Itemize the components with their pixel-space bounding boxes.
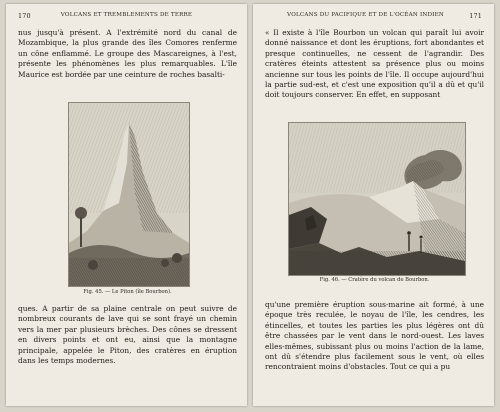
left-page: [6, 4, 247, 406]
right-page: [253, 4, 494, 406]
left-paragraph-bottom: ques. A partir de sa plaine centrale on peut suivre de nombreux courants de lave qui se sont frayé un chemin vers la mer par plusieurs brèches. Des cônes se dressent en divers points et ont eu, ainsi que la montagne principale, appelée le Piton, des cratères en éruption dans les temps modernes.: [18, 304, 237, 366]
figure-le-piton: [68, 102, 190, 287]
piton-engraving: [69, 103, 189, 286]
right-paragraph-bottom: qu'une première éruption sous-marine ait formé, à une époque très reculée, le noyau de l'île, les cendres, les étincelles, et toutes les parties les plus légères ont dû être chassées par le vent dans le nord-ouest. Les laves elles-mêmes, subissant plus ou moins l'action de la lame, ont dû s'étendre plus facilement sous le vent, où elles rencontraient moins d'obstacles. Tout ce qui a pu: [265, 300, 484, 372]
left-paragraph-top: nus jusqu'à présent. A l'extrémité nord du canal de Mozambique, la plus grande des îles Comores renferme un cône enflammé. Le groupe des Mascareignes, à l'est, présente les phénomènes les plus remarquables. L'île Maurice est bordée par une ceinture de roches basalti-: [18, 28, 237, 79]
left-running-head: [18, 12, 235, 24]
right-figure-caption: Fig. 46. — Cratère du volcan de Bourbon.: [319, 277, 430, 283]
crater-engraving: [289, 123, 465, 275]
figure-cratere-bourbon: [288, 122, 466, 276]
right-page-number: 171: [469, 12, 482, 20]
left-figure-caption: Fig. 45. — Le Piton (île Bourbon).: [83, 289, 172, 295]
left-page-number: 170: [18, 12, 31, 20]
left-running-head-title: VOLCANS ET TREMBLEMENTS DE TERRE: [60, 12, 193, 18]
right-paragraph-top: « Il existe à l'île Bourbon un volcan qui paraît lui avoir donné naissance et dont les éruptions, fort abondantes et presque continuelles, ne cessent de l'agrandir. Des cratères éteints attestent sa présence plus ou moins ancienne sur tous les points de l'île. Il occupe aujourd'hui la partie sud-est, et c'est une exposition qu'il a dû et qu'il doit toujours conserver. En effet, en supposant: [265, 28, 484, 100]
right-running-head-title: VOLCANS DU PACIFIQUE ET DE L'OCÉAN INDIEN: [287, 12, 444, 18]
right-running-head: [265, 12, 482, 24]
